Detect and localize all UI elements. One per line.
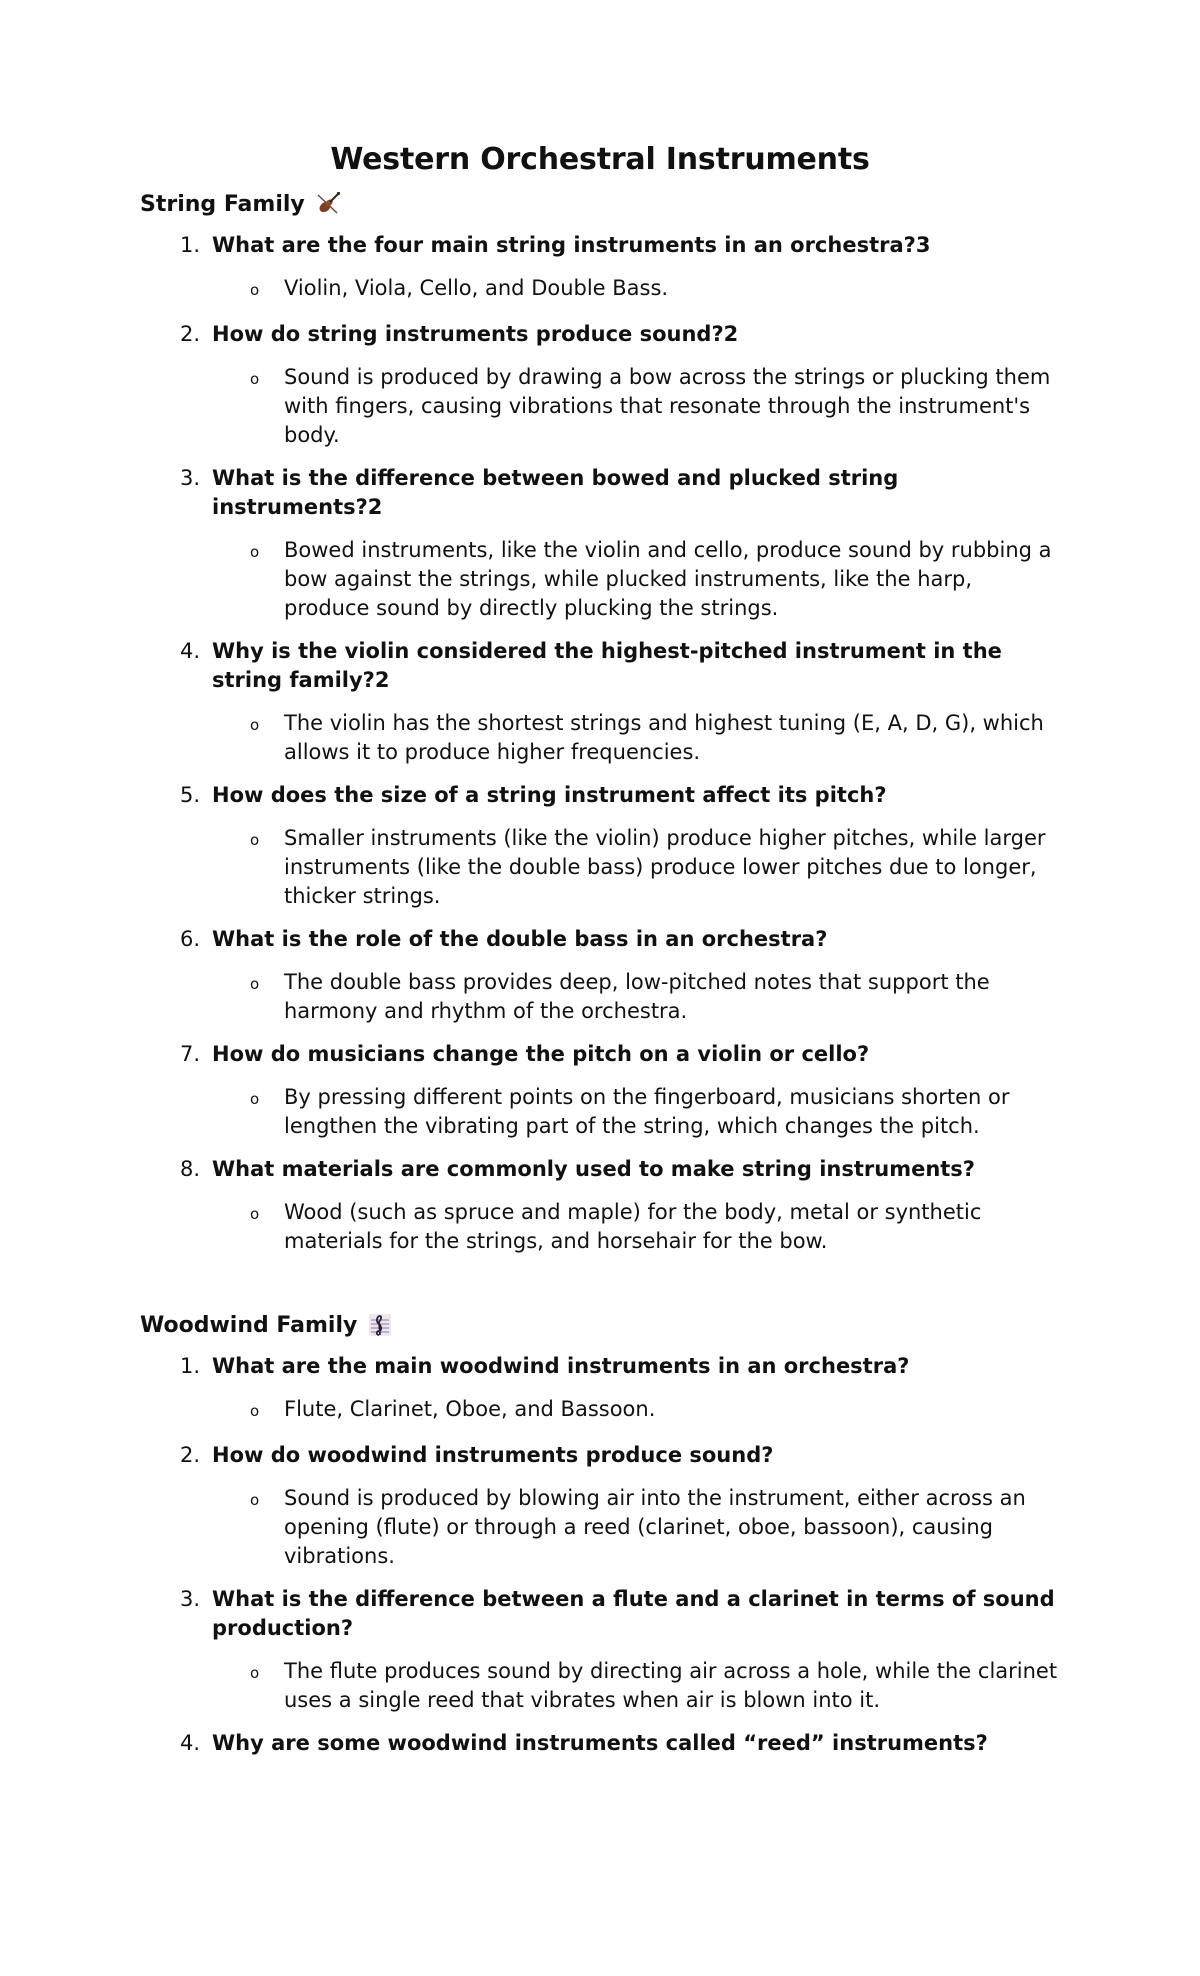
answer-text: Wood (such as spruce and maple) for the body, metal or synthetic materials for the strings, and horsehair for the bow. xyxy=(284,1200,982,1253)
question-text: What are the main woodwind instruments in an orchestra? xyxy=(212,1354,910,1378)
section-heading-label: Woodwind Family xyxy=(140,1312,358,1338)
bullet-marker: o xyxy=(250,1205,260,1223)
bullet-marker: o xyxy=(250,281,260,299)
answer-text: The flute produces sound by directing air across a hole, while the clarinet uses a single reed that vibrates when air is blown into it. xyxy=(284,1659,1058,1712)
page-title: Western Orchestral Instruments xyxy=(330,142,870,177)
item-number: 1. xyxy=(179,1354,200,1378)
bullet-marker: o xyxy=(250,1090,260,1108)
list-item xyxy=(140,1040,1060,1141)
list-item xyxy=(140,1441,1060,1571)
item-number: 4. xyxy=(179,1731,200,1755)
answer-text: Sound is produced by drawing a bow across the strings or plucking them with fingers, causing vibrations that resonate through the instrument's body. xyxy=(284,365,1051,447)
answer-text: The violin has the shortest strings and highest tuning (E, A, D, G), which allows it to produce higher frequencies. xyxy=(284,711,1044,764)
list-item xyxy=(140,1155,1060,1256)
list-item xyxy=(140,1585,1060,1715)
list-item xyxy=(140,320,1060,450)
section-spacer xyxy=(140,1270,1060,1312)
item-number: 7. xyxy=(179,1042,200,1066)
violin-icon xyxy=(315,191,341,217)
item-number: 2. xyxy=(179,322,200,346)
question-text: What is the difference between bowed and plucked string instruments?2 xyxy=(212,466,899,519)
answer-text: Flute, Clarinet, Oboe, and Bassoon. xyxy=(284,1397,656,1421)
string-family-questions xyxy=(140,231,1060,1256)
question-text: How do musicians change the pitch on a violin or cello? xyxy=(212,1042,870,1066)
item-number: 2. xyxy=(179,1443,200,1467)
section-heading-string-family xyxy=(140,191,1060,217)
bullet-marker: o xyxy=(250,1491,260,1509)
bullet-marker: o xyxy=(250,1402,260,1420)
answer-text: By pressing different points on the fingerboard, musicians shorten or lengthen the vibrating part of the string, which changes the pitch. xyxy=(284,1085,1010,1138)
bullet-marker: o xyxy=(250,543,260,561)
woodwind-family-questions xyxy=(140,1352,1060,1758)
question-text: What is the role of the double bass in an orchestra? xyxy=(212,927,828,951)
question-text: How do string instruments produce sound?2 xyxy=(212,322,739,346)
list-item xyxy=(140,1352,1060,1427)
list-item xyxy=(140,231,1060,306)
bullet-marker: o xyxy=(250,716,260,734)
item-number: 1. xyxy=(179,233,200,257)
question-text: How does the size of a string instrument affect its pitch? xyxy=(212,783,887,807)
question-text: What materials are commonly used to make string instruments? xyxy=(212,1157,975,1181)
list-item xyxy=(140,637,1060,767)
bullet-marker: o xyxy=(250,831,260,849)
bullet-marker: o xyxy=(250,975,260,993)
musical-score-icon xyxy=(367,1312,393,1338)
bullet-marker: o xyxy=(250,370,260,388)
list-item xyxy=(140,925,1060,1026)
answer-text: The double bass provides deep, low-pitched notes that support the harmony and rhythm of the orchestra. xyxy=(284,970,990,1023)
list-item xyxy=(140,781,1060,911)
question-text: What are the four main string instruments in an orchestra?3 xyxy=(212,233,931,257)
bullet-marker: o xyxy=(250,1664,260,1682)
item-number: 8. xyxy=(179,1157,200,1181)
item-number: 4. xyxy=(179,639,200,663)
section-heading-label: String Family xyxy=(140,191,305,217)
answer-text: Smaller instruments (like the violin) produce higher pitches, while larger instruments (like the double bass) produce lower pitches due to longer, thicker strings. xyxy=(284,826,1046,908)
answer-text: Violin, Viola, Cello, and Double Bass. xyxy=(284,276,669,300)
item-number: 5. xyxy=(179,783,200,807)
section-heading-woodwind-family xyxy=(140,1312,1060,1338)
question-text: How do woodwind instruments produce sound? xyxy=(212,1443,774,1467)
item-number: 3. xyxy=(179,466,200,490)
answer-text: Sound is produced by blowing air into the instrument, either across an opening (flute) or through a reed (clarinet, oboe, bassoon), causing vibrations. xyxy=(284,1486,1026,1568)
question-text: What is the difference between a flute and a clarinet in terms of sound production? xyxy=(212,1587,1055,1640)
list-item xyxy=(140,1729,1060,1758)
list-item xyxy=(140,464,1060,623)
question-text: Why is the violin considered the highest-pitched instrument in the string family?2 xyxy=(212,639,1002,692)
item-number: 3. xyxy=(179,1587,200,1611)
question-text: Why are some woodwind instruments called “reed” instruments? xyxy=(212,1731,988,1755)
answer-text: Bowed instruments, like the violin and cello, produce sound by rubbing a bow against the strings, while plucked instruments, like the harp, produce sound by directly plucking the strings. xyxy=(284,538,1052,620)
item-number: 6. xyxy=(179,927,200,951)
